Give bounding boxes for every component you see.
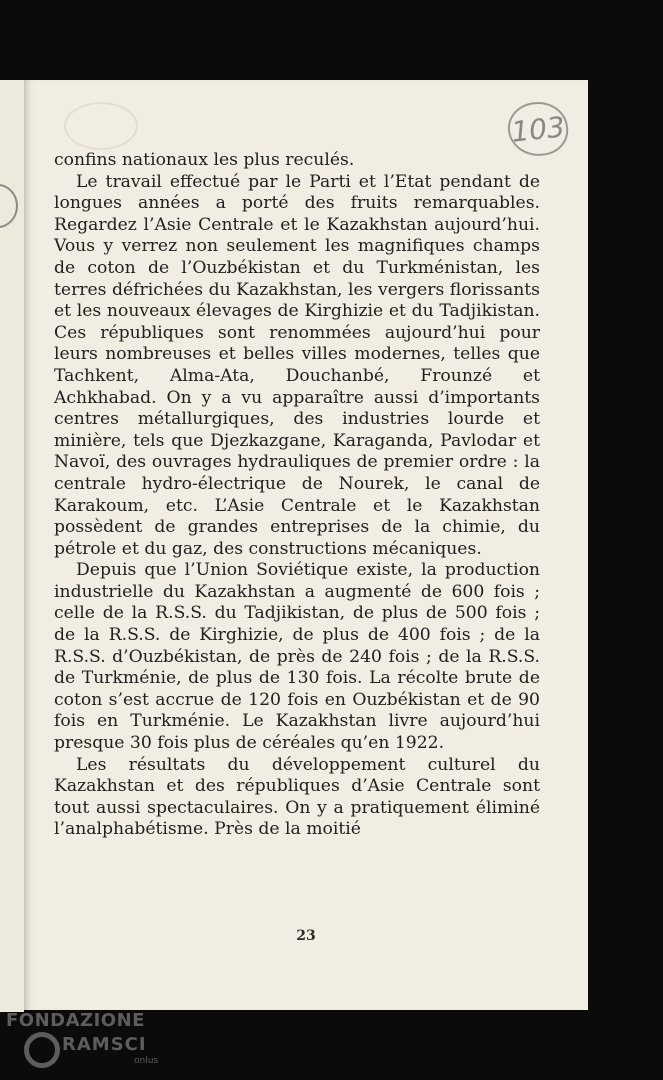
pencil-circle-mark xyxy=(0,184,18,228)
paragraph-continuation: confins nationaux les plus reculés. xyxy=(54,150,355,170)
handwritten-folio-number: 103 xyxy=(505,99,570,159)
previous-page-edge xyxy=(0,80,24,1012)
paragraph: Les résultats du développement culturel du Kazakhstan et des républiques d’Asie Centrale sont tout aussi spectaculaires. On y a pratiquement éliminé l’analphabétisme. Près de la moitié xyxy=(54,754,540,840)
body-text xyxy=(54,150,540,841)
g-circle-logo-icon xyxy=(24,1032,60,1068)
watermark-suffix: onlus xyxy=(134,1056,159,1066)
bleed-through-mark xyxy=(64,102,138,150)
archive-watermark-logo xyxy=(6,1010,162,1076)
watermark-line-2: RAMSCI xyxy=(62,1034,147,1055)
page-number: 23 xyxy=(296,928,316,944)
book-page xyxy=(24,80,588,1010)
watermark-line-1: FONDAZIONE xyxy=(6,1010,145,1031)
paragraph: Le travail effectué par le Parti et l’Etat pendant de longues années a porté des fruits remarquables. Regardez l’Asie Centrale et le Kazakhstan aujourd’hui. Vous y verrez non seulement les magnifiques champs de coton de l’Ouzbékistan et du Turkménistan, les terres défrichées du Kazakhstan, les vergers florissants et les nouveaux élevages de Kirghizie et du Tadjikistan. Ces républiques sont renommées aujourd’hui pour leurs nombreuses et belles villes modernes, telles que Tachkent, Alma-Ata, Douchanbé, Frounzé et Achkhabad. On y a vu apparaître aussi d’importants centres métallurgiques, des industries lourde et minière, tels que Djezkazgane, Karaganda, Pavlodar et Navoï, des ouvrages hydrauliques de premier ordre : la centrale hydro-électrique de Nourek, le canal de Karakoum, etc. L’Asie Centrale et le Kazakhstan possèdent de grandes entreprises de la chimie, du pétrole et du gaz, des constructions mécaniques. xyxy=(54,171,540,559)
paragraph: Depuis que l’Union Soviétique existe, la production industrielle du Kazakhstan a augmenté de 600 fois ; celle de la R.S.S. du Tadjikistan, de plus de 500 fois ; de la R.S.S. de Kirghizie, de plus de 400 fois ; de la R.S.S. d’Ouzbékistan, de près de 240 fois ; de la R.S.S. de Turkménie, de plus de 130 fois. La récolte brute de coton s’est accrue de 120 fois en Ouzbékistan et de 90 fois en Turkménie. Le Kazakhstan livre aujourd’hui presque 30 fois plus de céréales qu’en 1922. xyxy=(54,560,540,754)
